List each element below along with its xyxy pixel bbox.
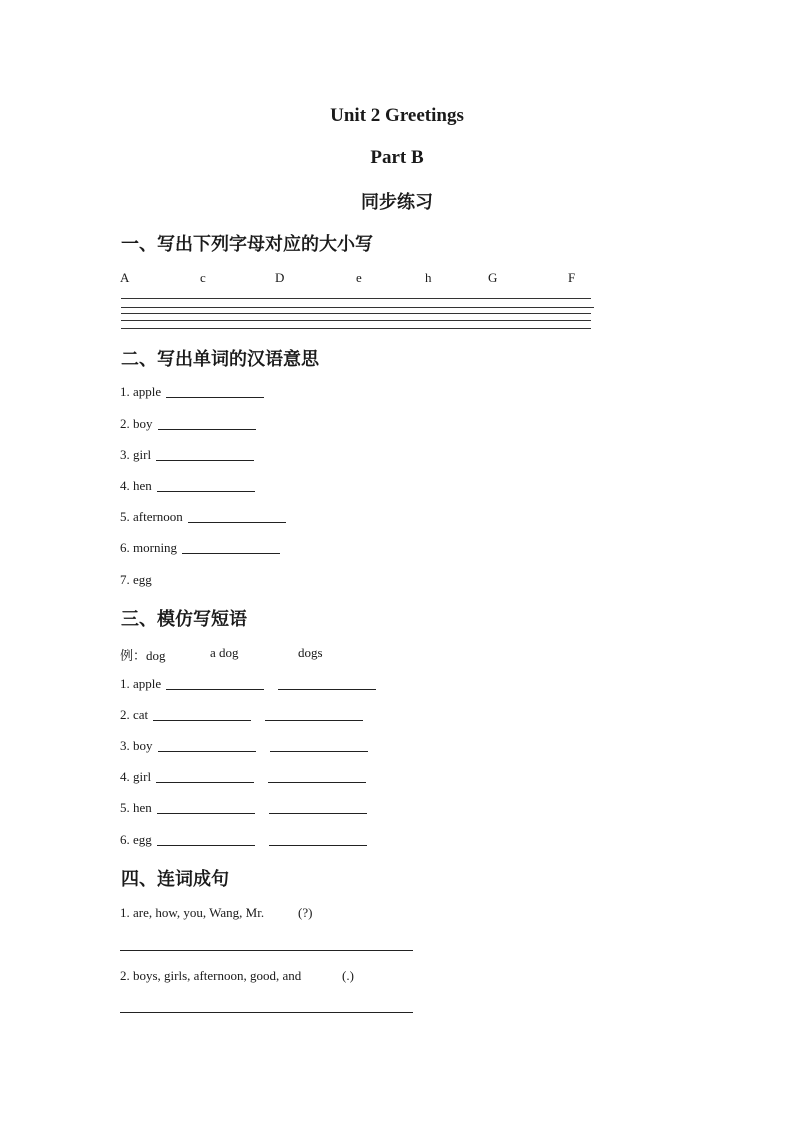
word-label: 6. morning <box>120 540 178 555</box>
answer-blank[interactable] <box>153 720 251 721</box>
answer-blank[interactable] <box>268 782 366 783</box>
list-item <box>120 509 286 525</box>
answer-blank[interactable] <box>156 782 254 783</box>
page-subtitle: 同步练习 <box>361 192 433 213</box>
letter-item: A <box>120 270 130 285</box>
answer-blank[interactable] <box>269 845 367 846</box>
question-1-punct: (?) <box>298 905 313 920</box>
answer-line[interactable] <box>120 1012 413 1013</box>
word-label: 2. cat <box>120 707 149 722</box>
answer-line[interactable] <box>121 328 591 329</box>
list-item <box>120 384 264 400</box>
answer-blank[interactable] <box>158 751 256 752</box>
answer-blank[interactable] <box>269 813 367 814</box>
question-1: 1. are, how, you, Wang, Mr. <box>120 905 265 920</box>
page-part: Part B <box>370 147 424 168</box>
example-singular: a dog <box>210 645 239 660</box>
list-item <box>120 447 254 463</box>
list-item <box>120 572 152 588</box>
list-item <box>120 416 256 432</box>
answer-blank[interactable] <box>157 491 255 492</box>
answer-blank[interactable] <box>265 720 363 721</box>
letter-item: e <box>356 270 362 285</box>
word-label: 4. girl <box>120 769 152 784</box>
answer-blank[interactable] <box>270 751 368 752</box>
answer-line[interactable] <box>121 307 594 308</box>
answer-blank[interactable] <box>182 553 280 554</box>
section4-heading: 四、连词成句 <box>121 869 229 890</box>
letter-item: h <box>425 270 432 285</box>
answer-blank[interactable] <box>157 813 255 814</box>
answer-blank[interactable] <box>166 397 264 398</box>
answer-line[interactable] <box>120 950 413 951</box>
list-item <box>120 707 363 723</box>
word-label: 4. hen <box>120 478 152 493</box>
word-label: 6. egg <box>120 832 152 847</box>
answer-line[interactable] <box>121 298 591 299</box>
question-2-punct: (.) <box>342 968 354 983</box>
answer-blank[interactable] <box>156 460 254 461</box>
word-label: 1. apple <box>120 676 162 691</box>
answer-blank[interactable] <box>158 429 256 430</box>
answer-blank[interactable] <box>166 689 264 690</box>
answer-blank[interactable] <box>278 689 376 690</box>
list-item <box>120 676 376 692</box>
list-item <box>120 800 367 816</box>
list-item <box>120 540 280 556</box>
word-label: 3. girl <box>120 447 152 462</box>
letter-item: G <box>488 270 498 285</box>
answer-line[interactable] <box>121 320 591 321</box>
question-2: 2. boys, girls, afternoon, good, and <box>120 968 302 983</box>
list-item <box>120 478 255 494</box>
word-label: 5. afternoon <box>120 509 183 524</box>
word-label: 3. boy <box>120 738 153 753</box>
section1-heading: 一、写出下列字母对应的大小写 <box>121 234 373 255</box>
letter-item: c <box>200 270 206 285</box>
letter-item: D <box>275 270 285 285</box>
section3-heading: 三、模仿写短语 <box>121 609 247 630</box>
word-label: 1. apple <box>120 384 162 399</box>
letter-item: F <box>568 270 576 285</box>
answer-blank[interactable] <box>188 522 286 523</box>
word-label: 2. boy <box>120 416 153 431</box>
answer-blank[interactable] <box>157 845 255 846</box>
example-label: 例：dog <box>120 648 166 663</box>
word-label: 5. hen <box>120 800 152 815</box>
answer-line[interactable] <box>121 313 591 314</box>
example-plural: dogs <box>298 645 323 660</box>
section2-heading: 二、写出单词的汉语意思 <box>121 349 319 370</box>
list-item <box>120 738 368 754</box>
word-label: 7. egg <box>120 572 152 587</box>
page-title: Unit 2 Greetings <box>330 105 464 126</box>
list-item <box>120 832 367 848</box>
list-item <box>120 769 366 785</box>
